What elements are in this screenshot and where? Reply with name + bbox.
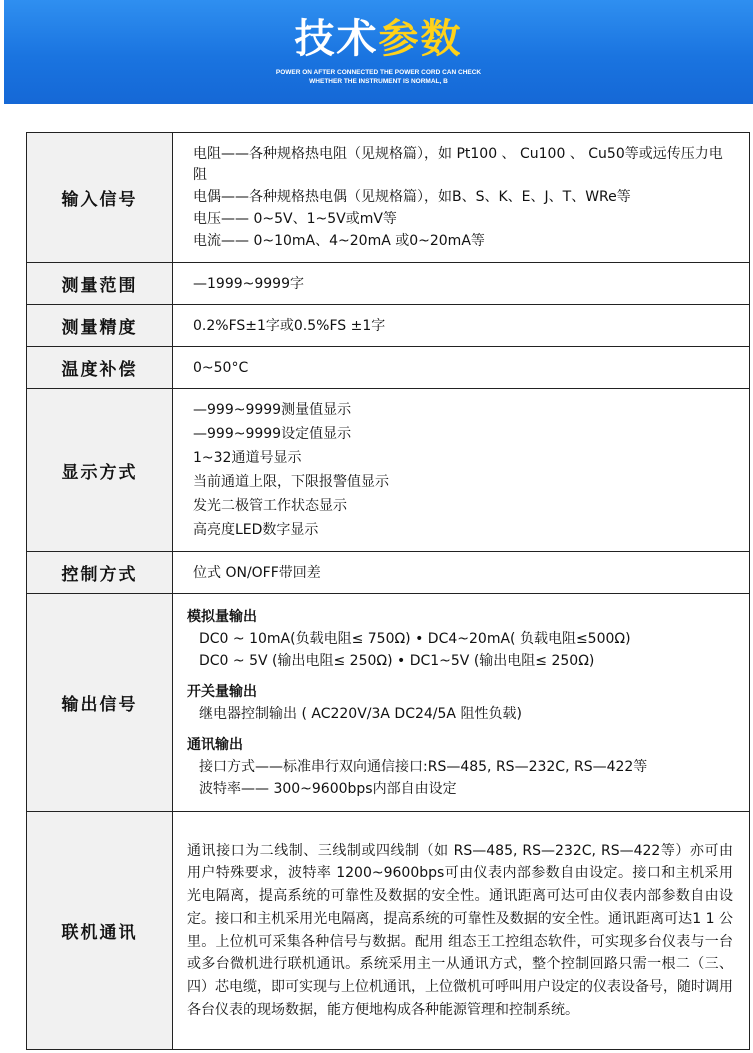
spec-value <box>173 263 750 304</box>
title-part-white: 技术 <box>294 16 379 62</box>
spec-line: 电偶——各种规格热电偶（见规格篇），如B、S、K、E、J、T、WRe等 <box>193 188 631 205</box>
spec-value <box>173 594 750 811</box>
title-part-yellow: 参数 <box>378 16 463 62</box>
spec-line: 1~32通道号显示 <box>193 450 302 466</box>
spec-value <box>173 347 750 388</box>
spec-line: 位式 ON/OFF带回差 <box>193 564 321 581</box>
output-item: 波特率—— 300~9600bps内部自由设定 <box>199 780 457 797</box>
spec-line: 发光二极管工作状态显示 <box>193 498 347 514</box>
spec-line: —999~9999测量值显示 <box>193 402 352 418</box>
spec-line: 0~50°C <box>193 359 249 376</box>
spec-label: 测量范围 <box>27 263 173 304</box>
spec-line: 电阻——各种规格热电阻（见规格篇），如 Pt100 、 Cu100 、 Cu50等或远传压力电阻 <box>193 145 723 183</box>
spec-label: 控制方式 <box>27 552 173 593</box>
subtitle-line-2: WHETHER THE INSTRUMENT IS NORMAL, B <box>309 78 448 85</box>
spec-row-output <box>27 594 750 812</box>
output-item: DC0 ~ 5V (输出电阻≤ 250Ω) • DC1~5V (输出电阻≤ 250Ω) <box>199 652 595 669</box>
output-group-heading: 通讯输出 <box>187 736 243 753</box>
spec-line: 电压—— 0~5V、1~5V或mV等 <box>193 210 397 227</box>
spec-paragraph: 通讯接口为二线制、三线制或四线制（如 RS—485, RS—232C, RS—422等）亦可由用户特殊要求，波特率 1200~9600bps可由仪表内部参数自由设定。接口和主机采用光电隔离，提高系统的可靠性及数据的安全性。通讯距离可达可由仪表内部参数自由设定。接口和主机采用光电隔离，提高系统的可靠性及数据的安全性。通讯距离可达1 1 公里。上位机可采集各种信号与数据。配用 组态王工控组态软件，可实现多台仪表与一台或多台微机进行联机通讯。系统采用主一从通讯方式，整个控制回路只需一根二（三、四）芯电缆，即可实现与上位机通讯，上位微机可呼叫用户设定的仪表设备号，随时调用各台仪表的现场数据，能方便地构成各种能源管理和控制系统。 <box>173 812 750 1049</box>
spec-row-display <box>27 389 750 552</box>
output-item: DC0 ~ 10mA(负载电阻≤ 750Ω) • DC4~20mA( 负载电阻≤500Ω) <box>199 630 631 647</box>
spec-line: —1999~9999字 <box>193 275 304 292</box>
spec-row-communication <box>27 812 750 1050</box>
page-title <box>4 14 753 64</box>
spec-row-accuracy <box>27 305 750 347</box>
header-banner <box>4 0 753 104</box>
spec-label: 输出信号 <box>27 594 173 811</box>
spec-label: 温度补偿 <box>27 347 173 388</box>
spec-line: 0.2%FS±1字或0.5%FS ±1字 <box>193 317 386 334</box>
spec-table <box>26 132 750 1050</box>
output-item: 接口方式——标准串行双向通信接口:RS—485, RS—232C, RS—422等 <box>199 758 648 775</box>
spec-row-input <box>27 133 750 263</box>
spec-value <box>173 552 750 593</box>
spec-value <box>173 305 750 346</box>
spec-line: 电流—— 0~10mA、4~20mA 或0~20mA等 <box>193 232 485 249</box>
spec-row-compensation <box>27 347 750 389</box>
spec-line: 高亮度LED数字显示 <box>193 522 319 538</box>
output-group-heading: 模拟量输出 <box>187 608 257 625</box>
output-group-heading: 开关量输出 <box>187 683 257 700</box>
spec-row-range <box>27 263 750 305</box>
spec-row-control <box>27 552 750 594</box>
subtitle-line-1: POWER ON AFTER CONNECTED THE POWER CORD CAN CHECK <box>275 69 482 76</box>
banner-subtitle <box>4 68 753 86</box>
spec-value <box>173 389 750 551</box>
spec-label: 联机通讯 <box>27 812 173 1049</box>
spec-label: 显示方式 <box>27 389 173 551</box>
spec-value <box>173 133 750 262</box>
spec-label: 测量精度 <box>27 305 173 346</box>
spec-label: 输入信号 <box>27 133 173 262</box>
output-item: 继电器控制输出 ( AC220V/3A DC24/5A 阻性负载) <box>199 705 522 722</box>
spec-line: —999~9999设定值显示 <box>193 426 352 442</box>
spec-line: 当前通道上限，下限报警值显示 <box>193 474 389 490</box>
